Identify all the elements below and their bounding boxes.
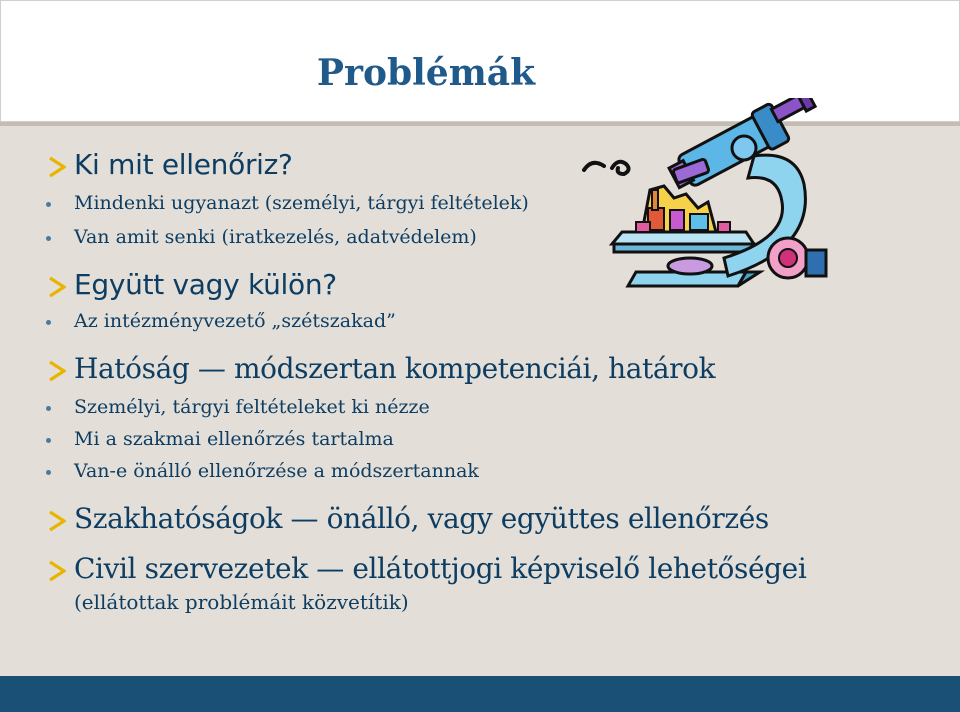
arrow-bullet-icon	[48, 560, 66, 582]
list-item-text: Van-e önálló ellenőrzése a módszertannak	[74, 460, 479, 482]
dot-bullet-icon	[46, 202, 51, 207]
list-item-text: Van amit senki (iratkezelés, adatvédelem)	[74, 226, 477, 248]
dot-bullet-icon	[46, 470, 51, 475]
list-item-text: (ellátottak problémáit közvetítik)	[74, 590, 409, 614]
list-item-text: Mindenki ugyanazt (személyi, tárgyi feltételek)	[74, 192, 529, 214]
microscope-icon	[578, 98, 830, 298]
list-item-text: Együtt vagy külön?	[74, 268, 337, 301]
list-item-text: Személyi, tárgyi feltételeket ki nézze	[74, 396, 430, 418]
dot-bullet-icon	[46, 236, 51, 241]
list-item-text: Ki mit ellenőriz?	[74, 148, 293, 181]
list-item-text: Civil szervezetek — ellátottjogi képviselő lehetőségei	[74, 552, 807, 585]
dot-bullet-icon	[46, 320, 51, 325]
list-item-text: Hatóság — módszertan kompetenciái, határok	[74, 352, 716, 385]
footer-band	[0, 676, 960, 712]
arrow-bullet-icon	[48, 276, 66, 298]
list-item-text: Mi a szakmai ellenőrzés tartalma	[74, 428, 394, 450]
list-item-text: Szakhatóságok — önálló, vagy együttes ellenőrzés	[74, 502, 769, 535]
arrow-bullet-icon	[48, 360, 66, 382]
arrow-bullet-icon	[48, 156, 66, 178]
dot-bullet-icon	[46, 438, 51, 443]
dot-bullet-icon	[46, 406, 51, 411]
list-item-text: Az intézményvezető „szétszakad”	[74, 310, 396, 332]
arrow-bullet-icon	[48, 510, 66, 532]
slide-title: Problémák	[316, 52, 536, 94]
